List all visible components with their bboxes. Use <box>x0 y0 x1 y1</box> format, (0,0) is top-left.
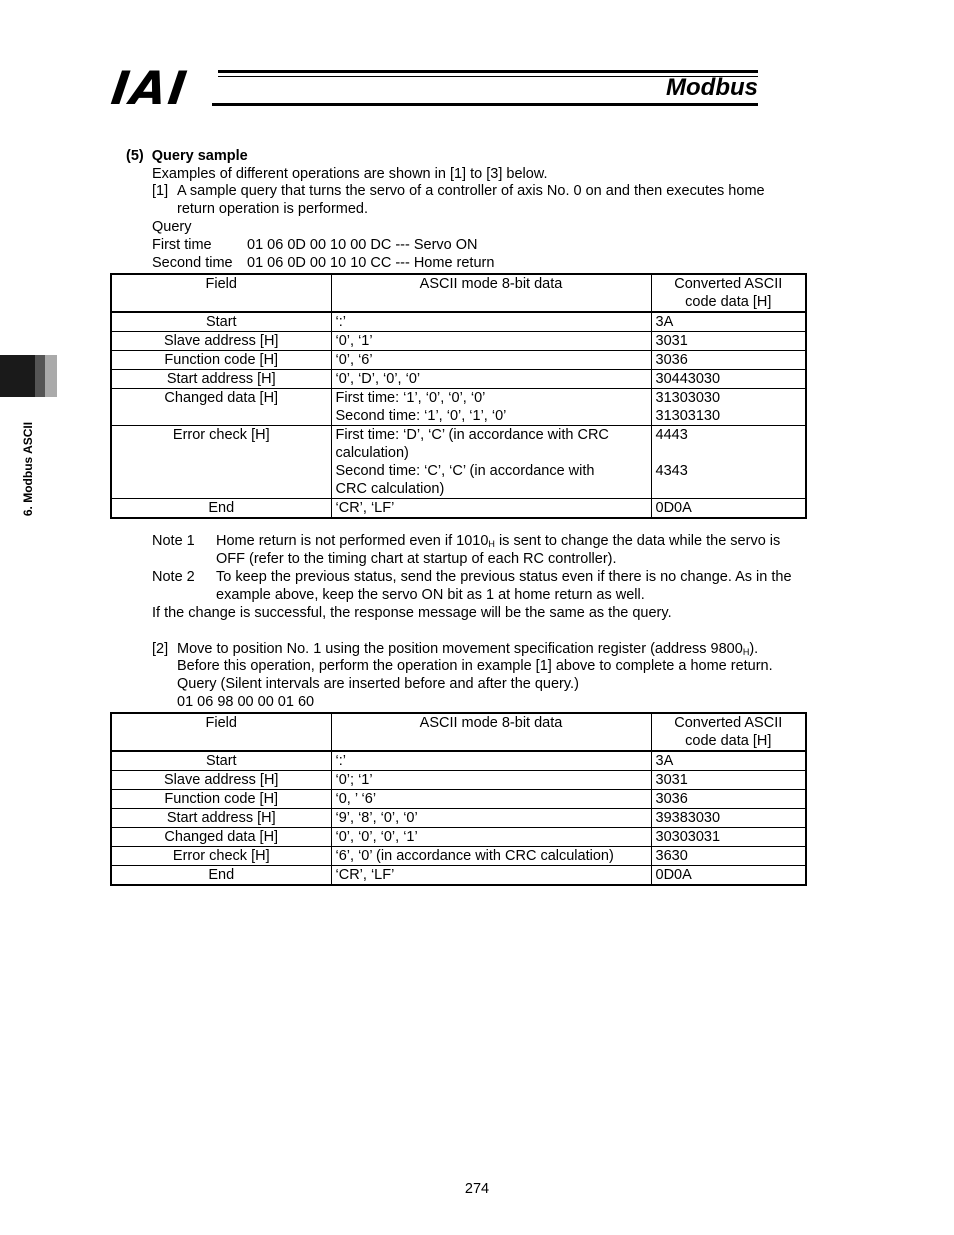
cell-field: End <box>111 499 331 519</box>
chapter-side-label: 6. Modbus ASCII <box>21 421 35 517</box>
note1-line1 <box>216 532 780 550</box>
cell-field: Start <box>111 751 331 771</box>
table-row <box>111 790 806 809</box>
cell-ascii: ‘9’, ‘8’, ‘0’, ‘0’ <box>331 809 651 828</box>
cell-field: Slave address [H] <box>111 332 331 351</box>
section-number: (5) <box>126 148 144 164</box>
table-row <box>111 389 806 426</box>
cell-converted: 0D0A <box>651 866 806 886</box>
cell-ascii-line: First time: ‘D’, ‘C’ (in accordance with CRC <box>335 427 609 443</box>
cell-field: Start address [H] <box>111 809 331 828</box>
table-header-converted-line1: Converted ASCII <box>674 276 783 292</box>
note2-label: Note 2 <box>152 569 195 585</box>
example2-line3: Query (Silent intervals are inserted before and after the query.) <box>177 676 579 692</box>
cell-field: Slave address [H] <box>111 771 331 790</box>
cell-ascii-line: First time: ‘1’, ‘0’, ‘0’, ‘0’ <box>335 390 486 406</box>
cell-converted: 3A <box>651 751 806 771</box>
cell-ascii-line: CRC calculation) <box>335 481 445 497</box>
example2-number: [2] <box>152 641 169 657</box>
cell-ascii: ‘0, ’ ‘6’ <box>331 790 651 809</box>
cell-converted-line: 31303130 <box>655 408 721 424</box>
header-title: Modbus <box>666 74 758 101</box>
cell-converted: 3031 <box>651 332 806 351</box>
cell-converted <box>651 426 806 499</box>
cell-ascii: ‘:’ <box>331 312 651 332</box>
header-rule-bottom <box>212 103 758 106</box>
cell-ascii <box>331 426 651 499</box>
table-row <box>111 351 806 370</box>
table-row <box>111 332 806 351</box>
cell-ascii <box>331 389 651 426</box>
success-note: If the change is successful, the response message will be the same as the query. <box>152 605 672 621</box>
cell-field: Start <box>111 312 331 332</box>
example2-line1 <box>177 640 758 658</box>
cell-field: Error check [H] <box>111 847 331 866</box>
cell-field: Function code [H] <box>111 790 331 809</box>
example1-text-line1: A sample query that turns the servo of a controller of axis No. 0 on and then executes home <box>177 183 765 199</box>
cell-converted: 3031 <box>651 771 806 790</box>
note1-text-b: is sent to change the data while the servo is <box>494 533 781 549</box>
page-number: 274 <box>464 1181 490 1197</box>
note2-line1: To keep the previous status, send the previous status even if there is no change. As in the <box>216 569 792 585</box>
cell-ascii: ‘0’, ‘0’, ‘0’, ‘1’ <box>331 828 651 847</box>
cell-field: Function code [H] <box>111 351 331 370</box>
cell-ascii: ‘CR’, ‘LF’ <box>331 499 651 519</box>
table-row <box>111 426 806 499</box>
cell-ascii: ‘6’, ‘0’ (in accordance with CRC calculation) <box>331 847 651 866</box>
table-header-converted <box>651 713 806 751</box>
example1-query-label: Query <box>152 219 192 235</box>
cell-converted: 3A <box>651 312 806 332</box>
cell-converted: 30443030 <box>651 370 806 389</box>
cell-ascii: ‘0’; ‘1’ <box>331 771 651 790</box>
table-header-converted-line1: Converted ASCII <box>674 715 783 731</box>
table-header-ascii: ASCII mode 8-bit data <box>331 713 651 751</box>
cell-converted-line: 4443 <box>655 427 688 443</box>
example2-line2: Before this operation, perform the operation in example [1] above to complete a home return. <box>177 658 773 674</box>
note1-subscript: H <box>488 539 495 549</box>
cell-ascii-line: Second time: ‘C’, ‘C’ (in accordance with <box>335 463 595 479</box>
table-header-field: Field <box>111 274 331 312</box>
example2-text-a: Move to position No. 1 using the position movement specification register (address 9800 <box>177 641 743 657</box>
table-row <box>111 499 806 519</box>
cell-converted <box>651 389 806 426</box>
chapter-tab-light <box>45 355 57 397</box>
cell-field: Changed data [H] <box>111 389 331 426</box>
table-header-converted <box>651 274 806 312</box>
cell-converted-line: 31303030 <box>655 390 721 406</box>
note1-text-a: Home return is not performed even if 1010 <box>216 533 489 549</box>
table-row <box>111 828 806 847</box>
table-row <box>111 847 806 866</box>
cell-converted: 3036 <box>651 790 806 809</box>
example1-second-value: 01 06 0D 00 10 10 CC --- Home return <box>247 255 495 271</box>
note1-line2: OFF (refer to the timing chart at startup of each RC controller). <box>216 551 617 567</box>
table-row <box>111 809 806 828</box>
cell-field: End <box>111 866 331 886</box>
cell-ascii: ‘0’, ‘1’ <box>331 332 651 351</box>
cell-converted: 3630 <box>651 847 806 866</box>
section-title: Query sample <box>151 148 248 164</box>
cell-field: Error check [H] <box>111 426 331 499</box>
cell-ascii: ‘CR’, ‘LF’ <box>331 866 651 886</box>
table-row <box>111 751 806 771</box>
table-row <box>111 312 806 332</box>
cell-converted: 3036 <box>651 351 806 370</box>
table-row <box>111 771 806 790</box>
cell-field: Start address [H] <box>111 370 331 389</box>
example2-subscript: H <box>742 647 750 657</box>
cell-ascii: ‘:’ <box>331 751 651 771</box>
table-header-ascii: ASCII mode 8-bit data <box>331 274 651 312</box>
cell-ascii: ‘0’, ‘D’, ‘0’, ‘0’ <box>331 370 651 389</box>
table-header-row <box>111 713 806 751</box>
cell-ascii-line: calculation) <box>335 445 409 461</box>
cell-field: Changed data [H] <box>111 828 331 847</box>
cell-ascii-line: Second time: ‘1’, ‘0’, ‘1’, ‘0’ <box>335 408 507 424</box>
header-rule-top <box>218 70 758 73</box>
cell-converted: 30303031 <box>651 828 806 847</box>
cell-converted: 0D0A <box>651 499 806 519</box>
example1-second-label: Second time <box>152 255 233 271</box>
chapter-tab-mid <box>35 355 45 397</box>
query-table-2 <box>110 712 807 886</box>
example2-text-b: ). <box>749 641 759 657</box>
section-intro: Examples of different operations are shown in [1] to [3] below. <box>152 166 548 182</box>
note1-label: Note 1 <box>152 533 195 549</box>
cell-spacer <box>656 444 802 462</box>
iai-logo: IAI <box>108 61 192 115</box>
note2-line2: example above, keep the servo ON bit as 1 at home return as well. <box>216 587 645 603</box>
chapter-tab-dark <box>0 355 35 397</box>
example2-line4: 01 06 98 00 00 01 60 <box>177 694 315 710</box>
cell-converted: 39383030 <box>651 809 806 828</box>
table-row <box>111 866 806 886</box>
example1-number: [1] <box>152 183 169 199</box>
query-table-1 <box>110 273 807 519</box>
example1-text-line2: return operation is performed. <box>177 201 369 217</box>
section-heading <box>126 147 248 165</box>
example1-first-value: 01 06 0D 00 10 00 DC --- Servo ON <box>247 237 478 253</box>
example1-first-label: First time <box>152 237 212 253</box>
cell-ascii: ‘0’, ‘6’ <box>331 351 651 370</box>
table-header-converted-line2: code data [H] <box>685 294 772 310</box>
cell-converted-line: 4343 <box>655 463 688 479</box>
table-row <box>111 370 806 389</box>
table-header-converted-line2: code data [H] <box>685 733 772 749</box>
table-header-row <box>111 274 806 312</box>
table-header-field: Field <box>111 713 331 751</box>
